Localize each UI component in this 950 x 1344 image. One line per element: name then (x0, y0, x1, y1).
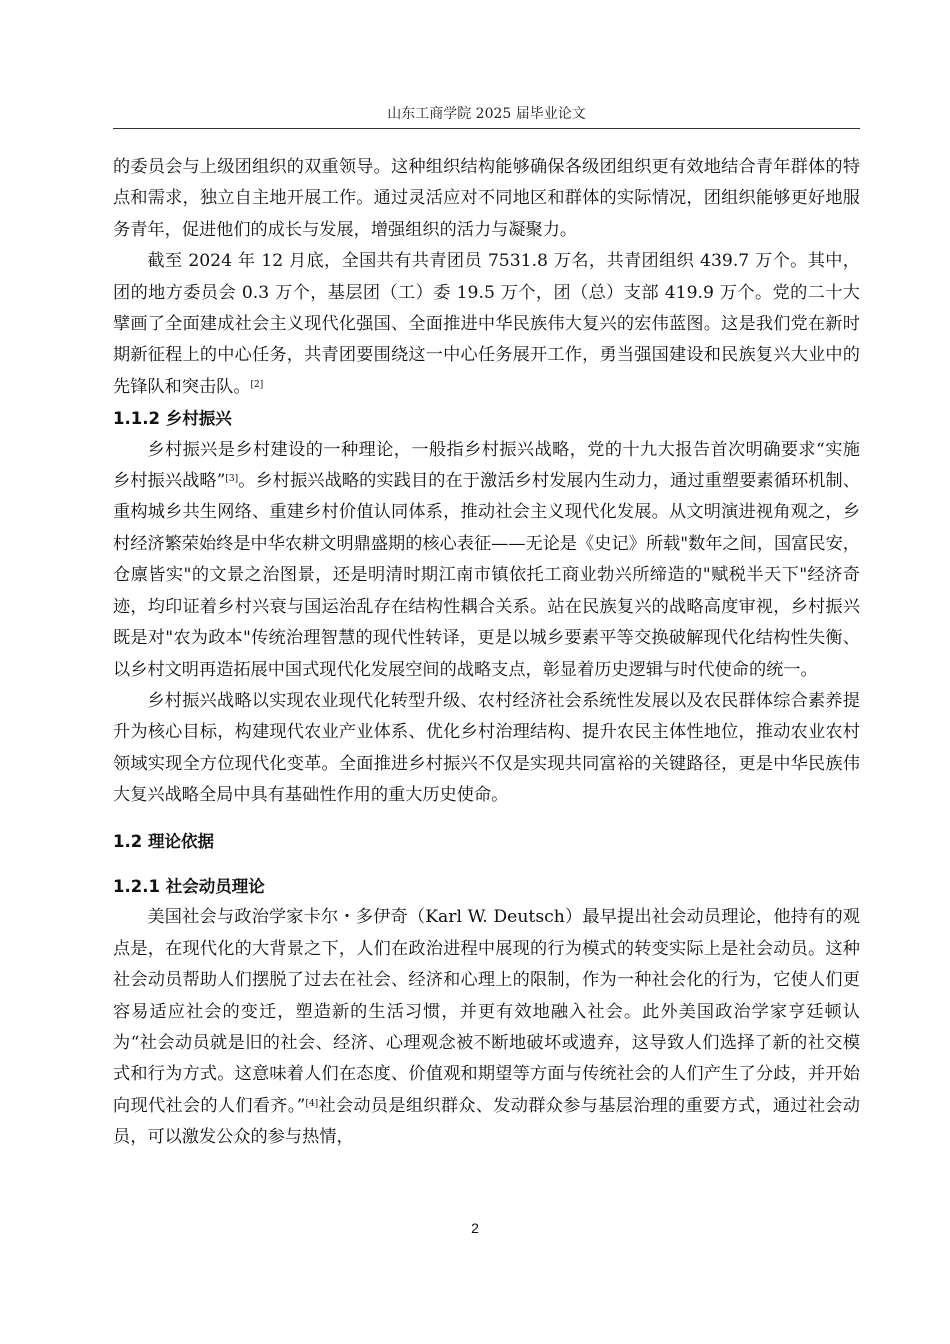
header-rule (113, 128, 860, 129)
heading-1-1-2: 1.1.2 乡村振兴 (113, 409, 232, 429)
citation-2: [2] (250, 379, 264, 390)
paragraph-3-text-a: 乡村振兴是乡村建设的一种理论，一般指乡村振兴战略，党的十九大报告首次明确要求“实施乡村振兴战略” (113, 439, 860, 492)
section-gap (113, 812, 860, 826)
heading-1-2-1: 1.2.1 社会动员理论 (113, 876, 265, 896)
paragraph-3 (113, 435, 860, 686)
running-header: 山东工商学院 2025 届毕业论文 (387, 106, 586, 122)
paragraph-5-text-b: 社会动员是组织群众、发动群众参与基层治理的重要方式，通过社会动员，可以激发公众的参与热情， (113, 1095, 860, 1148)
citation-4: [4] (305, 1098, 319, 1109)
paragraph-1: 的委员会与上级团组织的双重领导。这种组织结构能够确保各级团组织更有效地结合青年群体的特点和需求，独立自主地开展工作。通过灵活应对不同地区和群体的实际情况，团组织能够更好地服务青年，促进他们的成长与发展，增强组织的活力与凝聚力。 (113, 157, 860, 240)
page-number: 2 (471, 1220, 479, 1236)
heading-1-2: 1.2 理论依据 (113, 831, 214, 851)
paragraph-4: 乡村振兴战略以实现农业现代化转型升级、农村经济社会系统性发展以及农民群体综合素养提升为核心目标，构建现代农业产业体系、优化乡村治理结构、提升农民主体性地位，推动农业农村领域实现全方位现代化变革。全面推进乡村振兴不仅是实现共同富裕的关键路径，更是中华民族伟大复兴战略全局中具有基础性作用的重大历史使命。 (113, 690, 860, 806)
paragraph-5 (113, 902, 860, 1153)
paragraph-5-text-a: 美国社会与政治学家卡尔・多伊奇（Karl W. Deutsch）最早提出社会动员理论，他持有的观点是，在现代化的大背景之下，人们在政治进程中展现的行为模式的转变实际上是社会动员。这种社会动员帮助人们摆脱了过去在社会、经济和心理上的限制，作为一种社会化的行为，它使人们更容易适应社会的变迁，塑造新的生活习惯，并更有效地融入社会。此外美国政治学家亨廷顿认为“社会动员就是旧的社会、经济、心理观念被不断地破坏或遗弃，这导致人们选择了新的社交模式和行为方式。这意味着人们在态度、价值观和期望等方面与传统社会的人们产生了分歧，并开始向现代社会的人们看齐。” (113, 907, 860, 1116)
page-body (113, 152, 860, 1154)
paragraph-2-text: 截至 2024 年 12 月底，全国共有共青团员 7531.8 万名，共青团组织 439.7 万个。其中，团的地方委员会 0.3 万个，基层团（工）委 19.5 万个，团（总）支部 419.9 万个。党的二十大擘画了全面建成社会主义现代化强国、全面推进中华民族伟大复兴的宏伟蓝图。这是我们党在新时期新征程上的中心任务，共青团要围绕这一中心任务展开工作，勇当强国建设和民族复兴大业中的先锋队和突击队。 (113, 251, 860, 397)
section-gap (113, 857, 860, 871)
paragraph-2 (113, 246, 860, 403)
citation-3: [3] (225, 474, 239, 485)
paragraph-3-text-b: 。乡村振兴战略的实践目的在于激活乡村发展内生动力，通过重塑要素循环机制、重构城乡共生网络、重建乡村价值认同体系，推动社会主义现代化发展。从文明演进视角观之，乡村经济繁荣始终是中华农耕文明鼎盛期的核心表征——无论是《史记》所载"数年之间，国富民安，仓廪皆实"的文景之治图景，还是明清时期江南市镇依托工商业勃兴所缔造的"赋税半天下"经济奇迹，均印证着乡村兴衰与国运治乱存在结构性耦合关系。站在民族复兴的战略高度审视，乡村振兴既是对"农为政本"传统治理智慧的现代性转译，更是以城乡要素平等交换破解现代化结构性失衡、以乡村文明再造拓展中国式现代化发展空间的战略支点，彰显着历史逻辑与时代使命的统一。 (113, 471, 860, 680)
